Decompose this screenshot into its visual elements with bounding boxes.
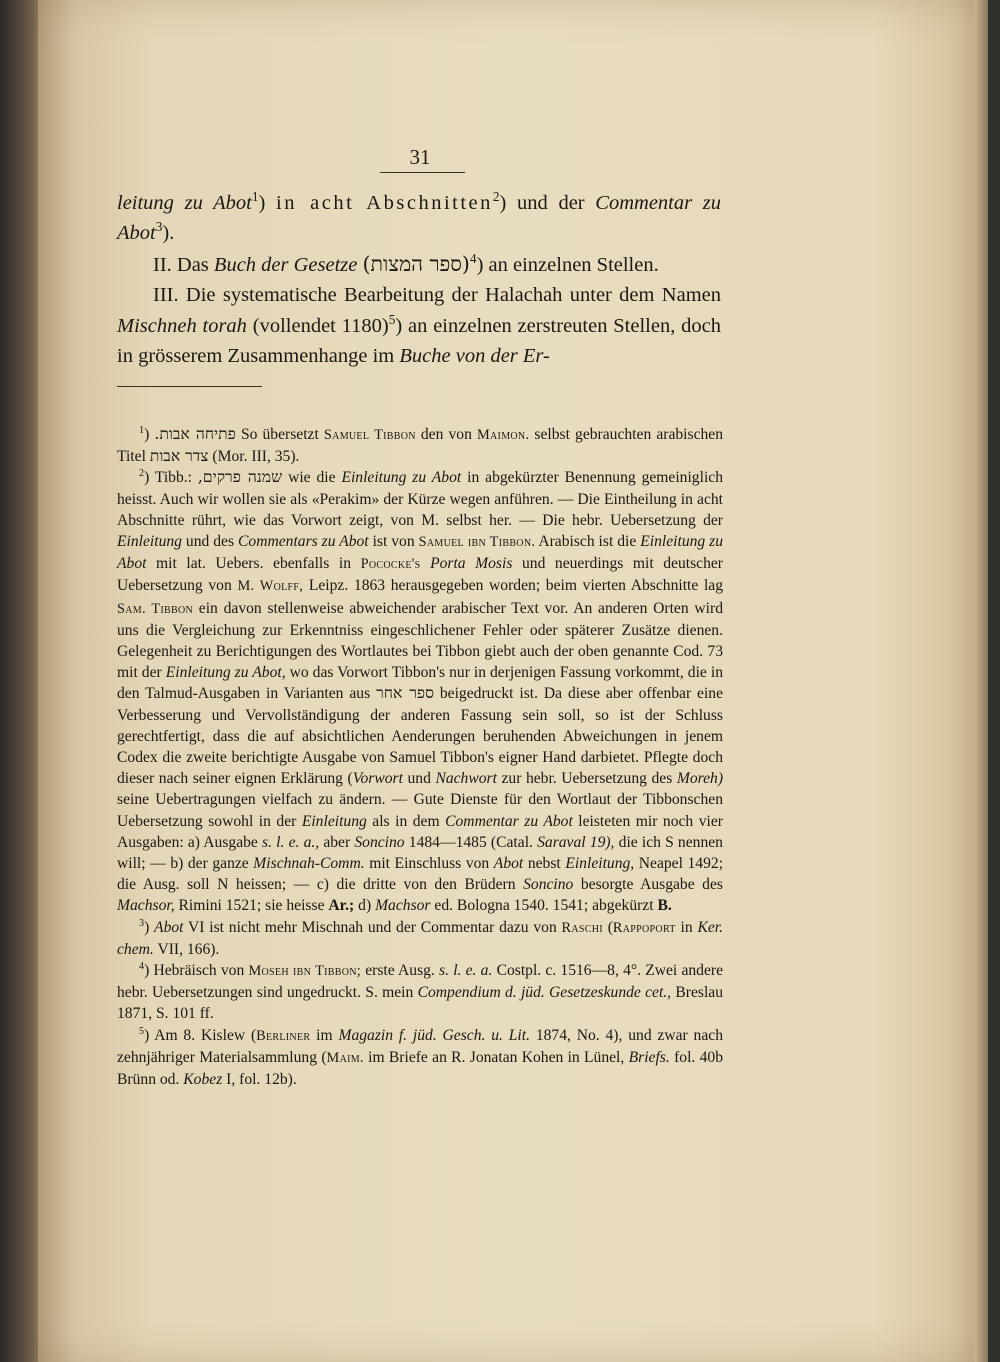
text: 1484—1485 (Catal. [408, 833, 533, 851]
text: an einzelnen zerstreuten Stellen, doch in grösserem Zusammenhange im [117, 314, 722, 368]
text-italic: Commentar zu Abot [445, 812, 573, 830]
text: Breslau 1871, S. 101 ff. [117, 984, 723, 1023]
hebrew-text: שמנה פרקים, [197, 468, 283, 487]
text-italic: Moreh) [676, 770, 724, 788]
text: und des [185, 533, 235, 551]
text: fol. 40b Brünn od. [117, 1048, 723, 1089]
hebrew-text: ספר אחר [376, 684, 434, 703]
author-name: Samuel Tibbon [323, 427, 416, 443]
text: Neapel 1492; die Ausg. soll N heissen; — c) die dritte von den Brüdern [117, 855, 724, 894]
text-italic: Porta Mosis [430, 555, 513, 573]
text-italic: Ker. chem. [117, 918, 724, 958]
text-italic: leitung zu Abot [117, 192, 252, 214]
text: ( [607, 918, 613, 936]
text-italic: Einleitung, [565, 855, 635, 873]
text-italic: Mischnah-Comm. [253, 855, 365, 873]
text-italic: s. l. e. a. [439, 962, 493, 980]
author-name: Berliner [256, 1027, 311, 1044]
text-italic: Machsor [375, 897, 431, 915]
text: und [407, 770, 431, 788]
text: wo das Vorwort Tibbon's nur in derjenigen Fassung vorkommt, die in den Talmud-Ausgaben in Varianten aus [117, 664, 723, 703]
text: Arabisch ist die [538, 533, 637, 551]
author-name: Sam. Tibbon [117, 600, 194, 617]
footnotes [117, 424, 723, 1090]
text-italic: Buche von der Er- [399, 345, 550, 368]
text: in [680, 918, 693, 936]
author-name: M. Wolff, [237, 578, 304, 595]
text: im Briefe an R. Jonatan Kohen in Lünel, [368, 1048, 625, 1066]
hebrew-text: (ספר המצות) [362, 251, 470, 276]
text: ist von [372, 533, 415, 551]
paragraph-2: II. Das Buch der Gesetze (ספר המצות)$^4$) an einzelnen Stellen. [153, 250, 659, 276]
text: mit Einschluss von [369, 855, 490, 873]
text-italic: Einleitung zu Abot, [165, 664, 286, 682]
page-number: 31 [409, 145, 431, 169]
text: VII, 166). [157, 940, 220, 958]
text-italic: Commentars zu Abot [238, 533, 369, 551]
text: 1874, No. 4), und zwar nach zehnjähriger Materialsammlung ( [117, 1026, 723, 1066]
text: mit lat. Uebers. ebenfalls in [156, 555, 351, 573]
text: die ich S nennen will; — b) der ganze [117, 833, 723, 873]
text-italic: Vorwort [352, 770, 403, 788]
text: erste Ausg. [365, 962, 435, 980]
text-italic: Nachwort [435, 770, 497, 788]
text: als in dem [372, 812, 440, 830]
author-name: Maimon. [476, 427, 530, 443]
text: (vollendet 1180) [252, 314, 389, 337]
footnote-4: $^4$) Hebräisch von Moseh ibn Tibbon; erste Ausg. s. l. e. a. Costpl. c. 1516—8, 4°. Zwei andere hebr. Uebersetzungen sind ungedruckt. S. mein Compendium d. jüd. Gesetzeskunde cet., Breslau 1871, S. 101 ff. [117, 960, 723, 1023]
hebrew-text: צדר אבות [149, 447, 209, 466]
text: selbst gebrauchten arabischen Titel [117, 426, 724, 466]
author-name: Maim. [326, 1049, 364, 1066]
paragraph-3: III. Die systematische Bearbeitung der Halachah unter dem Namen Mischneh torah (vollendet 1180)$^5$) an einzelnen zerstreuten Stellen, doch in grösserem Zusammenhange im Buche von der Er- [117, 284, 722, 368]
text: II. Das [153, 253, 209, 276]
text-italic: Saraval 19), [537, 833, 615, 851]
text: nebst [527, 855, 561, 873]
text: ein davon stellenweise abweichender arabischer Text vor. An anderen Orten wird uns die Vergleichung zur Erkenntniss eingeschlichener Fehler oder späterer Zusätze dienen. Gelegenheit zu Berichtigungen des Wortlautes bei Tibbon giebt auch der oben genannte Cod. 73 mit der [117, 599, 723, 682]
author-name: Samuel ibn Tibbon. [418, 534, 536, 551]
text: leisteten mir noch vier Ausgaben: a) Ausgabe [117, 812, 723, 851]
text-italic: Commentar zu Abot [117, 192, 721, 245]
text-italic: Abot [154, 918, 184, 936]
text-italic: Soncino [354, 833, 405, 851]
author-name: Moseh ibn Tibbon; [248, 963, 362, 980]
text: im [316, 1026, 333, 1044]
text: und neuerdings mit deutscher Uebersetzung von [117, 555, 723, 595]
text-italic: Mischneh torah [117, 314, 247, 337]
text-italic: Einleitung zu Abot [117, 533, 724, 573]
text: Costpl. c. 1516—8, 4°. Zwei andere hebr. Uebersetzungen sind ungedruckt. S. mein [117, 962, 723, 1002]
text-italic: Abot [493, 855, 524, 873]
text: VI ist nicht mehr Mischnah und der Commentar dazu von [188, 918, 557, 936]
text: d) [358, 897, 372, 915]
page-number-rule [380, 172, 465, 173]
text: So übersetzt [240, 426, 319, 443]
text: an einzelnen Stellen. [488, 253, 659, 276]
text-italic: Magazin f. jüd. Gesch. u. Lit. [338, 1026, 530, 1044]
text: in abgekürzter Benennung gemeiniglich heisst. Auch wir wollen sie als «Perakim» der Kürze wegen anführen. — Die Eintheilung in acht Abschnitte rührt, wie das Vorwort zeigt, von M. selbst her. — Die hebr. Uebersetzung der [117, 469, 723, 529]
paragraph-1: leitung zu Abot$^1$) in acht Abschnitten$^2$) und der Commentar zu Abot$^3$). [117, 189, 721, 245]
text-italic: Machsor, [117, 897, 175, 915]
footnote-2: $^2$) Tibb.: שמנה פרקים, wie die Einleitung zu Abot in abgekürzter Benennung gemeiniglich heisst. Auch wir wollen sie als «Perakim» der Kürze wegen anführen. — Die Eintheilung in acht Abschnitte rührt, wie das Vorwort zeigt, von M. selbst her. — Die hebr. Uebersetzung der Einleitung und des Commentars zu Abot ist von Samuel ibn Tibbon. Arabisch ist die Einleitung zu Abot mit lat. Uebers. ebenfalls in Pococke's Porta Mosis und neuerdings mit deutscher Uebersetzung von M. Wolff, Leipz. 1863 herausgegeben worden; beim vierten Abschnitte lag Sam. Tibbon ein davon stellenweise abweichender arabischer Text vor. An anderen Orten wird uns die Vergleichung zur Erkenntniss eingeschlichener Fehler oder späterer Zusätze dienen. Gelegenheit zu Berichtigungen des Wortlautes bei Tibbon giebt auch der oben genannte Cod. 73 mit der Einleitung zu Abot, wo das Vorwort Tibbon's nur in derjenigen Fassung vorkommt, die in den Talmud-Ausgaben in Varianten aus ספר אחר beigedruckt ist. Da diese aber offenbar eine Verbesserung und Vervollständigung der anderen Fassung sein soll, so ist der Schluss gerechtfertigt, dass die auf absichtlichen Aenderungen beruhenden Abweichungen in jenem Codex die zweite berichtigte Ausgabe von Samuel Tibbon's eigner Hand darbietet. Pflegte doch dieser nach seiner eignen Erklärung (Vorwort und Nachwort zur hebr. Uebersetzung des Moreh) seine Uebertragungen vielfach zu ändern. — Gute Dienste für den Wortlaut der Tibbonschen Uebersetzung sowohl in der Einleitung als in dem Commentar zu Abot leisteten mir noch vier Ausgaben: a) Ausgabe s. l. e. a., aber Soncino 1484—1485 (Catal. Saraval 19), die ich S nennen will; — b) der ganze Mischnah-Comm. mit Einschluss von Abot nebst Einleitung, Neapel 1492; die Ausg. soll N heissen; — c) die dritte von den Brüdern Soncino besorgte Ausgabe des Machsor, Rimini 1521; sie heisse Ar.; d) Machsor ed. Bologna 1540. 1541; abgekürzt B. [117, 468, 724, 915]
text-italic: Einleitung [117, 533, 182, 551]
text: Am 8. Kislew ( [154, 1026, 257, 1044]
hebrew-text: פתיחה אבות. [154, 425, 236, 443]
text-spaced: in acht Abschnitten [276, 192, 493, 214]
footnote-1: $^1$) פתיחה אבות. So übersetzt Samuel Tibbon den von Maimon. selbst gebrauchten arabischen Titel צדר אבות (Mor. III, 35). [117, 424, 724, 466]
text-italic: Compendium d. jüd. Gesetzeskunde cet., [417, 984, 672, 1002]
text: Rimini 1521; sie heisse [178, 897, 325, 915]
text: I, fol. 12b). [226, 1071, 297, 1089]
author-name: Pococke's [360, 556, 421, 573]
text-italic: Einleitung zu Abot [341, 469, 462, 487]
text-italic: Buch der Gesetze [213, 253, 358, 276]
text: Tibb.: [154, 469, 193, 487]
text: und der [517, 192, 585, 214]
text-italic: Kobez [183, 1071, 223, 1089]
book-binding [0, 0, 38, 1362]
text: zur hebr. Uebersetzung des [501, 770, 673, 788]
text: seine Uebertragungen vielfach zu ändern. — Gute Dienste für den Wortlaut der Tibbonschen Uebersetzung sowohl in der [117, 791, 723, 830]
text: aber [323, 833, 351, 851]
text: Hebräisch von [153, 962, 245, 980]
text: Leipz. 1863 herausgegeben worden; beim vierten Abschnitte lag [308, 577, 724, 595]
text-bold: B. [657, 897, 672, 915]
text: wie die [288, 469, 336, 487]
text-italic: Soncino [523, 876, 574, 894]
text: den von [420, 426, 472, 443]
author-name: Rappoport [612, 919, 676, 936]
text: (Mor. III, 35). [212, 448, 300, 466]
footnote-3: $^3$) Abot VI ist nicht mehr Mischnah und der Commentar dazu von Raschi (Rappoport in Ker. chem. VII, 166). [117, 917, 724, 958]
footnote-separator [117, 386, 262, 387]
text-italic: Einleitung [301, 812, 367, 830]
text: besorgte Ausgabe des [580, 876, 723, 894]
footnote-5: $^5$) Am 8. Kislew (Berliner im Magazin f. jüd. Gesch. u. Lit. 1874, No. 4), und zwar nach zehnjähriger Materialsammlung (Maim. im Briefe an R. Jonatan Kohen in Lünel, Briefs. fol. 40b Brünn od. Kobez I, fol. 12b). [117, 1025, 723, 1089]
text-italic: Briefs. [628, 1048, 670, 1066]
text: beigedruckt ist. Da diese aber offenbar eine Verbesserung und Vervollständigung der anderen Fassung sein soll, so ist der Schluss gerechtfertigt, dass die auf absichtlichen Aenderungen beruhenden Abweichungen in jenem Codex die zweite berichtigte Ausgabe von Samuel Tibbon's eigner Hand darbietet. Pflegte doch dieser nach seiner eignen Erklärung ( [117, 685, 724, 788]
text: III. Die systematische Bearbeitung der Halachah unter dem Namen [153, 284, 721, 307]
page-edge [974, 0, 988, 1362]
text: ed. Bologna 1540. 1541; abgekürzt [434, 897, 654, 915]
author-name: Raschi [561, 919, 603, 936]
main-text [117, 188, 721, 371]
text-bold: Ar.; [328, 897, 355, 915]
text-italic: s. l. e. a., [262, 833, 320, 851]
